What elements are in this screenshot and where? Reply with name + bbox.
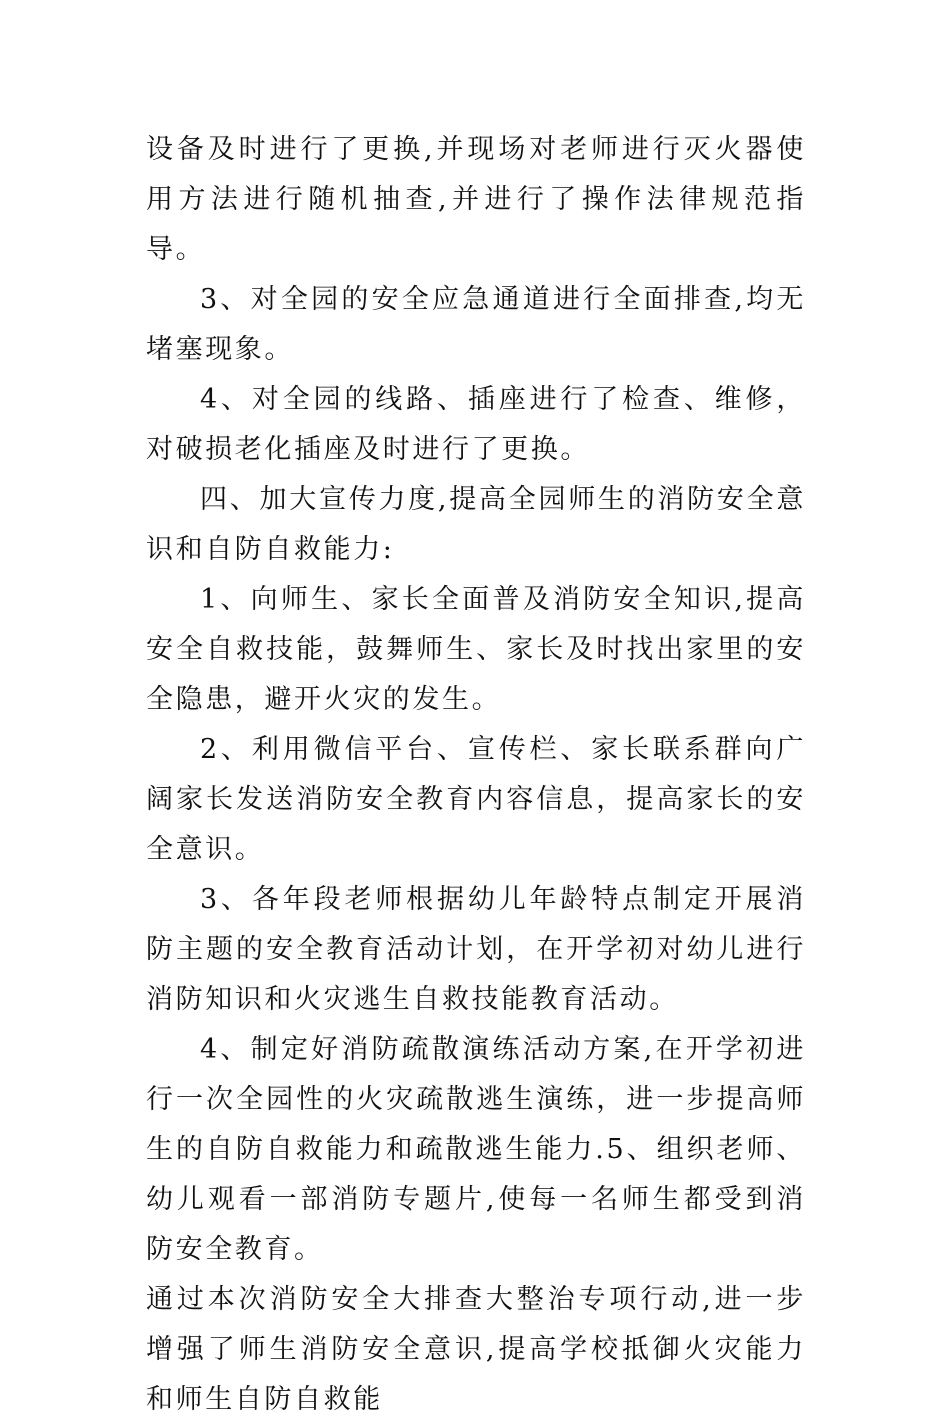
paragraph-wiring-socket-check: 4、对全园的线路、插座进行了检查、维修，对破损老化插座及时进行了更换。 <box>146 384 806 465</box>
section-heading-publicity: 四、加大宣传力度,提高全园师生的消防安全意识和自防自救能力: <box>146 484 806 565</box>
paragraph-emergency-exit-check: 3、对全园的安全应急通道进行全面排查,均无堵塞现象。 <box>146 284 806 365</box>
paragraph-equipment-replacement: 设备及时进行了更换,并现场对老师进行灭火器使用方法进行随机抽查,并进行了操作法律规范指导。 <box>146 134 806 265</box>
paragraph-wechat-platform: 2、利用微信平台、宣传栏、家长联系群向广阔家长发送消防安全教育内容信息，提高家长的安全意识。 <box>146 734 806 865</box>
document-body <box>146 125 806 1425</box>
paragraph-safety-knowledge: 1、向师生、家长全面普及消防安全知识,提高安全自救技能，鼓舞师生、家长及时找出家里的安全隐患，避开火灾的发生。 <box>146 584 806 715</box>
paragraph-conclusion: 通过本次消防安全大排查大整治专项行动,进一步增强了师生消防安全意识,提高学校抵御火灾能力和师生自防自救能 <box>146 1284 806 1415</box>
paragraph-evacuation-drill: 4、制定好消防疏散演练活动方案,在开学初进行一次全园性的火灾疏散逃生演练，进一步提高师生的自防自救能力和疏散逃生能力.5、组织老师、幼儿观看一部消防专题片,使每一名师生都受到消防安全教育。 <box>146 1034 806 1265</box>
paragraph-education-plan: 3、各年段老师根据幼儿年龄特点制定开展消防主题的安全教育活动计划，在开学初对幼儿进行消防知识和火灾逃生自救技能教育活动。 <box>146 884 806 1015</box>
